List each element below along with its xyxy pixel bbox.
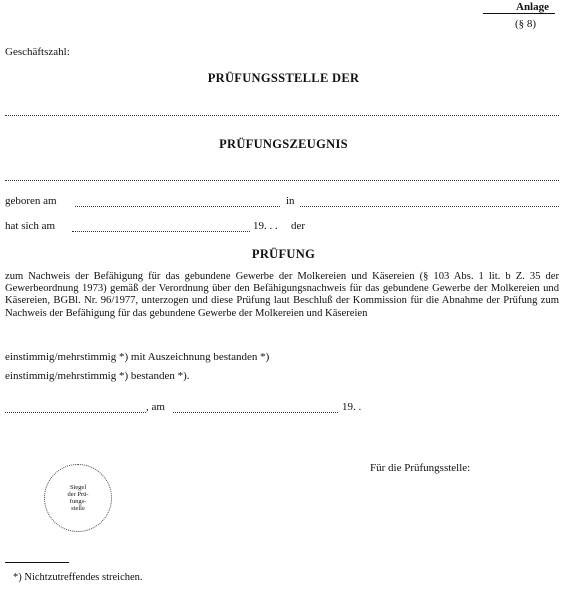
exam-heading: PRÜFUNG <box>251 247 316 261</box>
signature-label: Für die Prüfungsstelle: <box>370 462 471 474</box>
annex-label: Anlage <box>516 1 549 13</box>
passed-label: hat sich am <box>5 220 56 232</box>
born-in-label: in <box>286 195 295 207</box>
annex-reference: (§ 8) <box>515 18 537 30</box>
year-prefix: 19. . . <box>253 220 278 232</box>
birth-place-fill-line <box>300 206 559 207</box>
der-label: der <box>291 220 306 232</box>
annex-underline <box>483 13 555 14</box>
body-paragraph: zum Nachweis der Befähigung für das gebundene Gewerbe der Molkereien und Käsereien (§ 103 Abs. 1 lit. b Z. 35 der Gewerbeordnung 1973) gemäß der Verordnung über den Befähigungsnachweis für das gebundene Gewerbe der Molkereien und Käsereien, BGBl. Nr. 96/1977, unterzogen und diese Prüfung laut Beschluß der Kommission für die Abnahme der Prüfung zum Nachweis der Befähigung für das gebundene Gewerbe der Molkereien und Käsereien <box>5 271 559 319</box>
place-fill-line <box>5 412 146 413</box>
file-number-label: Geschäftszahl: <box>5 46 70 58</box>
footnote-text: *) Nichtzutreffendes streichen. <box>13 572 143 583</box>
date-year: 19. . <box>342 401 362 413</box>
birth-date-fill-line <box>75 206 280 207</box>
option-with-distinction: einstimmig/mehrstimmig *) mit Auszeichnung bestanden *) <box>5 351 270 363</box>
certificate-heading: PRÜFUNGSZEUGNIS <box>219 137 348 151</box>
name-fill-line <box>5 180 559 181</box>
footnote-separator <box>5 562 69 563</box>
date-am-label: , am <box>146 401 165 413</box>
date-fill-line <box>173 412 338 413</box>
office-heading: PRÜFUNGSSTELLE DER <box>207 71 360 85</box>
seal-circle <box>44 464 112 532</box>
exam-date-fill-line <box>72 231 250 232</box>
born-label: geboren am <box>5 195 57 207</box>
seal-text: Siegel der Prü- fungs- stelle <box>67 483 89 513</box>
office-fill-line <box>5 115 559 116</box>
option-passed: einstimmig/mehrstimmig *) bestanden *). <box>5 370 190 382</box>
